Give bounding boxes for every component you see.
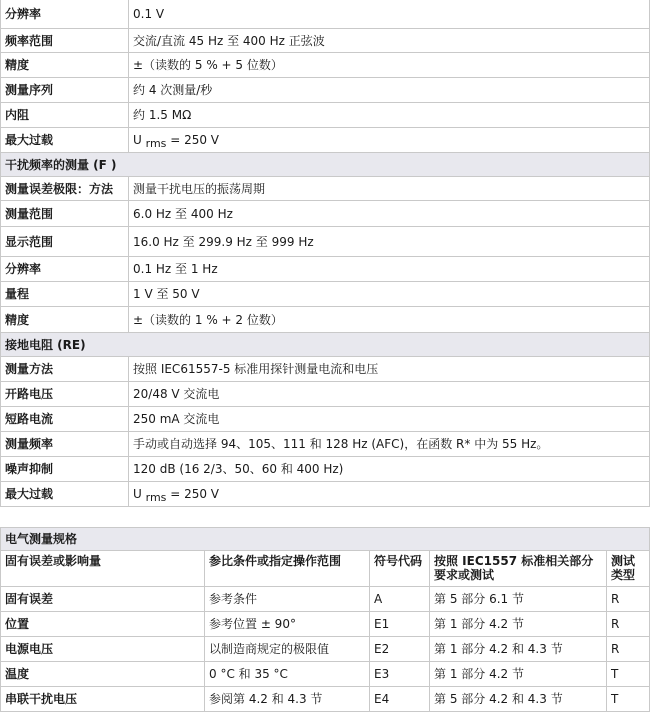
- spec-label: 短路电流: [1, 407, 129, 432]
- electrical-table-title: 电气测量规格: [1, 528, 650, 551]
- spec-label: 频率范围: [1, 29, 129, 53]
- spec-value: 约 4 次测量/秒: [129, 78, 650, 103]
- table-cell: 电源电压: [1, 637, 205, 662]
- table-row: [1, 587, 650, 612]
- table-cell: 第 1 部分 4.2 节: [430, 612, 607, 637]
- spec-value: 约 1.5 MΩ: [129, 103, 650, 128]
- spec-label: 最大过载: [1, 482, 129, 507]
- spec-label: 测量频率: [1, 432, 129, 457]
- spec-label: 测量序列: [1, 78, 129, 103]
- spec-value: 按照 IEC61557-5 标准用探针测量电流和电压: [129, 357, 650, 382]
- spec-value: 1 V 至 50 V: [129, 282, 650, 307]
- spec-row: [1, 29, 650, 53]
- spec-row: [1, 201, 650, 227]
- table-cell: 温度: [1, 662, 205, 687]
- column-header: 按照 IEC1557 标准相关部分要求或测试: [430, 551, 607, 587]
- table-cell: 参阅第 4.2 和 4.3 节: [205, 687, 370, 712]
- spec-label: 开路电压: [1, 382, 129, 407]
- value-subscript: rms: [145, 490, 167, 504]
- spec-row: [1, 0, 650, 29]
- spec-value: 120 dB (16 2/3、50、60 和 400 Hz): [129, 457, 650, 482]
- table-row: [1, 637, 650, 662]
- table-cell: 第 5 部分 4.2 和 4.3 节: [430, 687, 607, 712]
- spec-label: 显示范围: [1, 227, 129, 257]
- table-cell: T: [607, 687, 650, 712]
- table-cell: A: [370, 587, 430, 612]
- table-cell: R: [607, 612, 650, 637]
- table-cell: E2: [370, 637, 430, 662]
- spec-label: 内阻: [1, 103, 129, 128]
- spec-row: [1, 128, 650, 153]
- spec-value: 0.1 Hz 至 1 Hz: [129, 257, 650, 282]
- table-cell: E4: [370, 687, 430, 712]
- spec-row: [1, 357, 650, 382]
- spec-row: [1, 103, 650, 128]
- value-suffix: = 250 V: [166, 132, 220, 147]
- spec-label: 最大过载: [1, 128, 129, 153]
- spec-value: 交流/直流 45 Hz 至 400 Hz 正弦波: [129, 29, 650, 53]
- spec-value: 16.0 Hz 至 299.9 Hz 至 999 Hz: [129, 227, 650, 257]
- table-cell: 串联干扰电压: [1, 687, 205, 712]
- table-cell: T: [607, 662, 650, 687]
- spec-row: [1, 227, 650, 257]
- section-title: 干扰频率的测量 (F ): [1, 153, 650, 177]
- spec-value: 20/48 V 交流电: [129, 382, 650, 407]
- value-subscript: rms: [145, 136, 167, 150]
- spec-value: 手动或自动选择 94、105、111 和 128 Hz (AFC)，在函数 R* 中为 55 Hz。: [129, 432, 650, 457]
- spec-value: 6.0 Hz 至 400 Hz: [129, 201, 650, 227]
- table-cell: 固有误差: [1, 587, 205, 612]
- section-title: 接地电阻 (RE): [1, 333, 650, 357]
- table-cell: E1: [370, 612, 430, 637]
- table-row: [1, 687, 650, 712]
- value-prefix: U: [133, 132, 146, 147]
- spec-row: [1, 257, 650, 282]
- table-cell: 0 °C 和 35 °C: [205, 662, 370, 687]
- electrical-spec-table: [0, 527, 650, 712]
- spec-label: 测量范围: [1, 201, 129, 227]
- table-cell: 参考条件: [205, 587, 370, 612]
- table-row: [1, 662, 650, 687]
- spec-label: 噪声抑制: [1, 457, 129, 482]
- table-cell: R: [607, 587, 650, 612]
- value-suffix: = 250 V: [166, 486, 220, 501]
- table-cell: E3: [370, 662, 430, 687]
- spec-label: 分辨率: [1, 0, 129, 29]
- column-header: 固有误差或影响量: [1, 551, 205, 587]
- spec-label: 测量误差极限：方法: [1, 177, 129, 201]
- column-header: 测试类型: [607, 551, 650, 587]
- table-cell: 第 1 部分 4.2 和 4.3 节: [430, 637, 607, 662]
- spec-row: [1, 53, 650, 78]
- table-row: [1, 612, 650, 637]
- electrical-table-title-row: [1, 528, 650, 551]
- spec-value: ±（读数的 5 % + 5 位数）: [129, 53, 650, 78]
- spec-label: 精度: [1, 307, 129, 333]
- spec-value: 0.1 V: [129, 0, 650, 29]
- value-prefix: U: [133, 486, 146, 501]
- table-cell: 参考位置 ± 90°: [205, 612, 370, 637]
- table-cell: 位置: [1, 612, 205, 637]
- spec-row: [1, 482, 650, 507]
- spec-label: 精度: [1, 53, 129, 78]
- spec-value: 测量干扰电压的振荡周期: [129, 177, 650, 201]
- spec-value: 250 mA 交流电: [129, 407, 650, 432]
- spec-value: [129, 128, 650, 153]
- table-cell: R: [607, 637, 650, 662]
- spec-row: [1, 307, 650, 333]
- table-cell: 以制造商规定的极限值: [205, 637, 370, 662]
- spec-row: [1, 457, 650, 482]
- column-header: 参比条件或指定操作范围: [205, 551, 370, 587]
- spec-label: 分辨率: [1, 257, 129, 282]
- table-cell: 第 1 部分 4.2 节: [430, 662, 607, 687]
- electrical-table-header-row: [1, 551, 650, 587]
- spec-row: [1, 78, 650, 103]
- table-cell: 第 5 部分 6.1 节: [430, 587, 607, 612]
- spec-row: [1, 382, 650, 407]
- spec-label: 测量方法: [1, 357, 129, 382]
- spec-label: 量程: [1, 282, 129, 307]
- spec-value: [129, 482, 650, 507]
- spec-row: [1, 282, 650, 307]
- spec-row: [1, 407, 650, 432]
- spec-row: [1, 177, 650, 201]
- section-header-row: [1, 333, 650, 357]
- column-header: 符号代码: [370, 551, 430, 587]
- spec-row: [1, 432, 650, 457]
- spec-value: ±（读数的 1 % + 2 位数）: [129, 307, 650, 333]
- section-header-row: [1, 153, 650, 177]
